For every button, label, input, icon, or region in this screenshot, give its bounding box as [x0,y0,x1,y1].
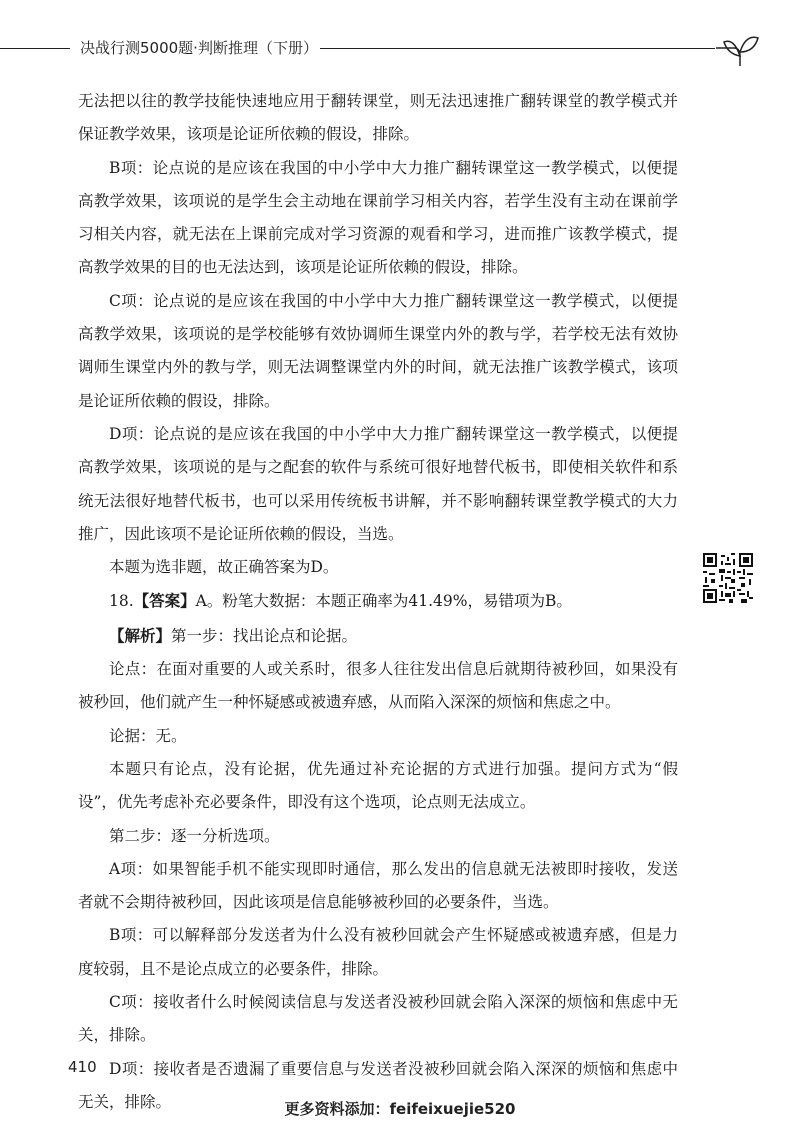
analysis-text: 第一步：找出论点和论据。 [171,626,358,645]
paragraph: 论点：在面对重要的人或关系时，很多人往往发出信息后就期待被秒回，如果没有被秒回，他们就产生一种怀疑感或被遗弃感，从而陷入深深的烦恼和焦虑之中。 [78,660,678,712]
page-number: 410 [68,1058,97,1076]
paragraph: B项：可以解释部分发送者为什么没有被秒回就会产生怀疑感或被遗弃感，但是力度较弱，且不是论点成立的必要条件，排除。 [78,926,678,978]
paragraph: C项：论点说的是应该在我国的中小学中大力推广翻转课堂这一教学模式，以便提高教学效果，该项说的是学校能够有效协调师生课堂内外的教与学，若学校无法有效协调师生课堂内外的教与学，则无法调整课堂内外的时间，就无法推广该教学模式，该项是论证所依赖的假设，排除。 [78,291,678,410]
answer-text: A。粉笔大数据：本题正确率为41.49%，易错项为B。 [195,592,572,611]
paragraph: D项：接收者是否遗漏了重要信息与发送者没被秒回就会陷入深深的烦恼和焦虑中无关，排除。 [78,1059,678,1111]
paragraph: 第二步：逐一分析选项。 [109,826,280,845]
page-header [0,34,800,64]
sprout-icon [716,28,776,68]
paragraph: 本题为选非题，故正确答案为D。 [109,558,339,577]
page-body [78,85,678,1119]
paragraph: 本题只有论点，没有论据，优先通过补充论据的方式进行加强。提问方式为“假设”，优先考虑补充必要条件，即没有这个选项，论点则无法成立。 [78,759,678,812]
header-rule-left [0,48,70,49]
header-rule-right [320,48,715,49]
analysis-tag: 【解析】 [109,625,172,645]
answer-line [78,584,678,618]
paragraph: 论据：无。 [109,726,187,745]
answer-tag: 【答案】 [133,591,196,611]
footer-note: 更多资料添加：feifeixuejie520 [284,1100,516,1118]
paragraph: C项：接收者什么时候阅读信息与发送者没被秒回就会陷入深深的烦恼和焦虑中无关，排除。 [78,993,678,1045]
paragraph: B项：论点说的是应该在我国的中小学中大力推广翻转课堂这一教学模式，以便提高教学效果，该项说的是学生会主动地在课前学习相关内容，若学生没有主动在课前学习相关内容，就无法在上课前完成对学习资源的观看和学习，进而推广该教学模式，提高教学效果的目的也无法达到，该项是论证所依赖的假设，排除。 [78,158,678,277]
question-number: 18. [109,592,134,611]
paragraph: D项：论点说的是应该在我国的中小学中大力推广翻转课堂这一教学模式，以便提高教学效果，该项说的是与之配套的软件与系统可很好地替代板书，即使相关软件和系统无法很好地替代板书，也可以采用传统板书讲解，并不影响翻转课堂教学模式的大力推广，因此该项不是论证所依赖的假设，当选。 [78,424,678,543]
analysis-line [78,619,678,653]
book-title: 决战行测5000题·判断推理（下册） [80,39,318,57]
qr-code-icon[interactable] [703,553,753,603]
paragraph: A项：如果智能手机不能实现即时通信，那么发出的信息就无法被即时接收，发送者就不会期待被秒回，因此该项是信息能够被秒回的必要条件，当选。 [78,859,678,912]
paragraph: 无法把以往的教学技能快速地应用于翻转课堂，则无法迅速推广翻转课堂的教学模式并保证教学效果，该项是论证所依赖的假设，排除。 [78,92,678,144]
